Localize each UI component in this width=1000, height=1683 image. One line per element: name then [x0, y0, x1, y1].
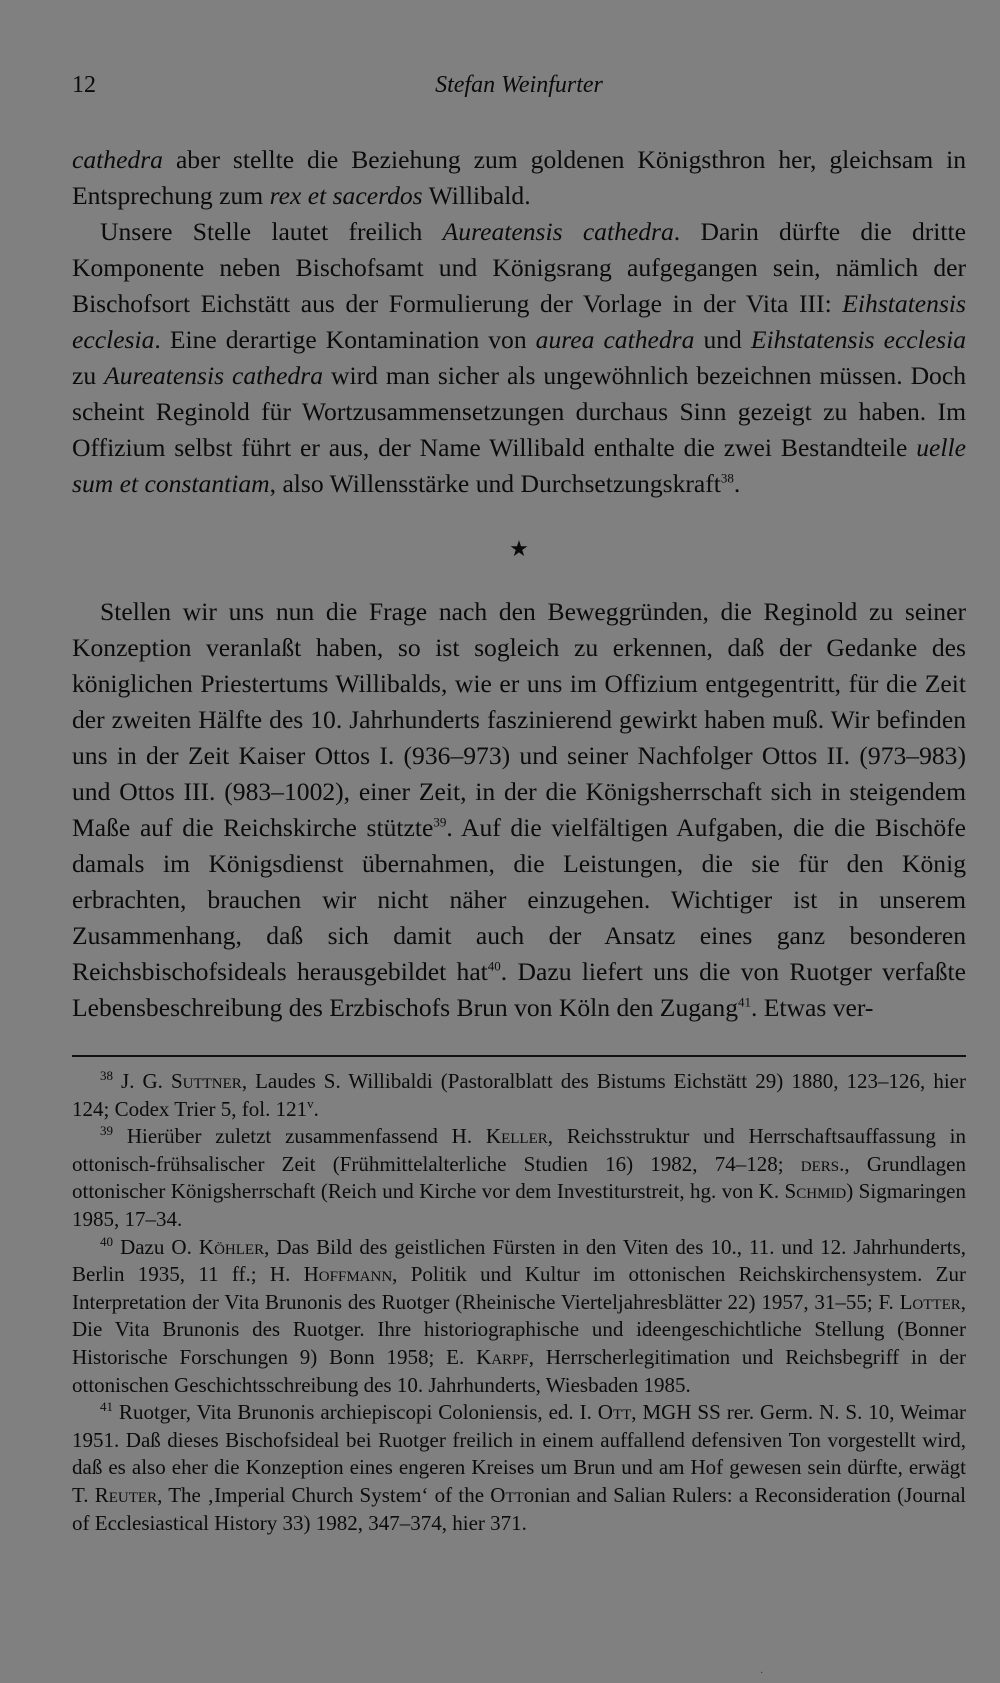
- footnote-ref: 40: [487, 958, 501, 974]
- paragraph-1: cathedra aber stellte die Beziehung zum goldenen Königsthron her, gleichsam in Entsprechung zum rex et sacerdos Willibald.: [72, 145, 966, 210]
- footnote-39: $^{39}$ Hierüber zuletzt zusammenfassend H. Keller, Reichsstruktur und Herrschaftsauffassung in ottonisch-frühsalischer Zeit (Frühmittelalterliche Studien 16) 1982, 74–128; ders., Grundlagen ottonischer Königsherrschaft (Reich und Kirche vor dem Investiturstreit, hg. von K. Schmid) Sigmaringen 1985, 17–34.: [72, 1123, 966, 1231]
- footnote-number: 40: [100, 1233, 113, 1249]
- footnote-ref: 39: [433, 814, 447, 830]
- footnote-ref: v: [307, 1095, 314, 1111]
- paragraph-3: Stellen wir uns nun die Frage nach den Beweggründen, die Reginold zu seiner Konzeption veranlaßt haben, so ist sogleich zu erkennen, daß der Gedanke des königlichen Priestertums Willibalds, wie er uns im Offizium entgegentritt, für die Zeit der zweiten Hälfte des 10. Jahrhunderts faszinierend gewirkt haben muß. Wir befinden uns in der Zeit Kaiser Ottos I. (936–973) und seiner Nachfolger Ottos II. (973–983) und Ottos III. (983–1002), einer Zeit, in der die Königsherrschaft sich in steigendem Maße auf die Reichskirche stützte$^{39}$. Auf die vielfältigen Aufgaben, die die Bischöfe damals im Königsdienst übernahmen, die Leistungen, die sie für den König erbrachten, brauchen wir nicht näher einzugehen. Wichtiger ist in unserem Zusammenhang, daß sich damit auch der Ansatz eines ganz besonderen Reichsbischofsideals herausgebildet hat$^{40}$. Dazu liefert uns die von Ruotger verfaßte Lebensbeschreibung des Erzbischofs Brun von Köln den Zugang$^{41}$. Etwas ver-: [72, 597, 966, 1022]
- page-header: [72, 72, 966, 112]
- footnote-number: 38: [100, 1068, 113, 1083]
- footnote-rule: [72, 1055, 966, 1057]
- section-separator-star: ★: [509, 536, 529, 561]
- footnote-41: $^{41}$ Ruotger, Vita Brunonis archiepiscopi Coloniensis, ed. I. Ott, MGH SS rer. Germ. N. S. 10, Weimar 1951. Daß dieses Bischofsideal bei Ruotger freilich in einem auffallend defensiven Ton vorgestellt wird, daß es also eher die Konzeption eines engeren Kreises um Brun und am Hof gewesen sein dürfte, erwägt T. Reuter, The ‚Imperial Church System‘ of the Ottonian and Salian Rulers: a Reconsideration (Journal of Ecclesiastical History 33) 1982, 347–374, hier 371.: [72, 1399, 967, 1535]
- footnote-ref: 38: [720, 470, 734, 486]
- footnotes: [72, 1068, 966, 1537]
- footnote-number: 39: [100, 1123, 113, 1139]
- footnote-38: $^{38}$ J. G. Suttner, Laudes S. Willibaldi (Pastoralblatt des Bistums Eichstätt 29) 1880, 123–126, hier 124; Codex Trier 5, fol. 121$^v$.: [72, 1068, 966, 1121]
- footnote-ref: 41: [738, 994, 751, 1010]
- page-number: 12: [72, 72, 96, 98]
- main-text: [72, 142, 966, 1026]
- page-edge-mark: ·: [760, 1668, 764, 1679]
- paragraph-2: Unsere Stelle lautet freilich Aureatensis cathedra. Darin dürfte die dritte Komponente neben Bischofsamt und Königsrang aufgegangen sein, nämlich der Bischofsort Eichstätt aus der Formulierung der Vorlage in der Vita III: Eihstatensis ecclesia. Eine derartige Kontamination von aurea cathedra und Eihstatensis ecclesia zu Aureatensis cathedra wird man sicher als ungewöhnlich bezeichnen müssen. Doch scheint Reginold für Wortzusammensetzungen durchaus Sinn gezeigt zu haben. Im Offizium selbst führt er aus, der Name Willibald enthalte die zwei Bestandteile uelle sum et constantiam, also Willensstärke und Durchsetzungskraft$^{38}$.: [72, 217, 967, 498]
- running-title: Stefan Weinfurter: [435, 72, 603, 98]
- footnote-number: 41: [100, 1399, 113, 1415]
- footnote-40: $^{40}$ Dazu O. Köhler, Das Bild des geistlichen Fürsten in den Viten des 10., 11. und 12. Jahrhunderts, Berlin 1935, 11 ff.; H. Hoffmann, Politik und Kultur im ottonischen Reichskirchensystem. Zur Interpretation der Vita Brunonis des Ruotger (Rheinische Vierteljahresblätter 22) 1957, 31–55; F. Lotter, Die Vita Brunonis des Ruotger. Ihre historiographische und ideengeschichtliche Stellung (Bonner Historische Forschungen 9) Bonn 1958; E. Karpf, Herrscherlegitimation und Reichsbegriff in der ottonischen Geschichtsschreibung des 10. Jahrhunderts, Wiesbaden 1985.: [72, 1233, 966, 1397]
